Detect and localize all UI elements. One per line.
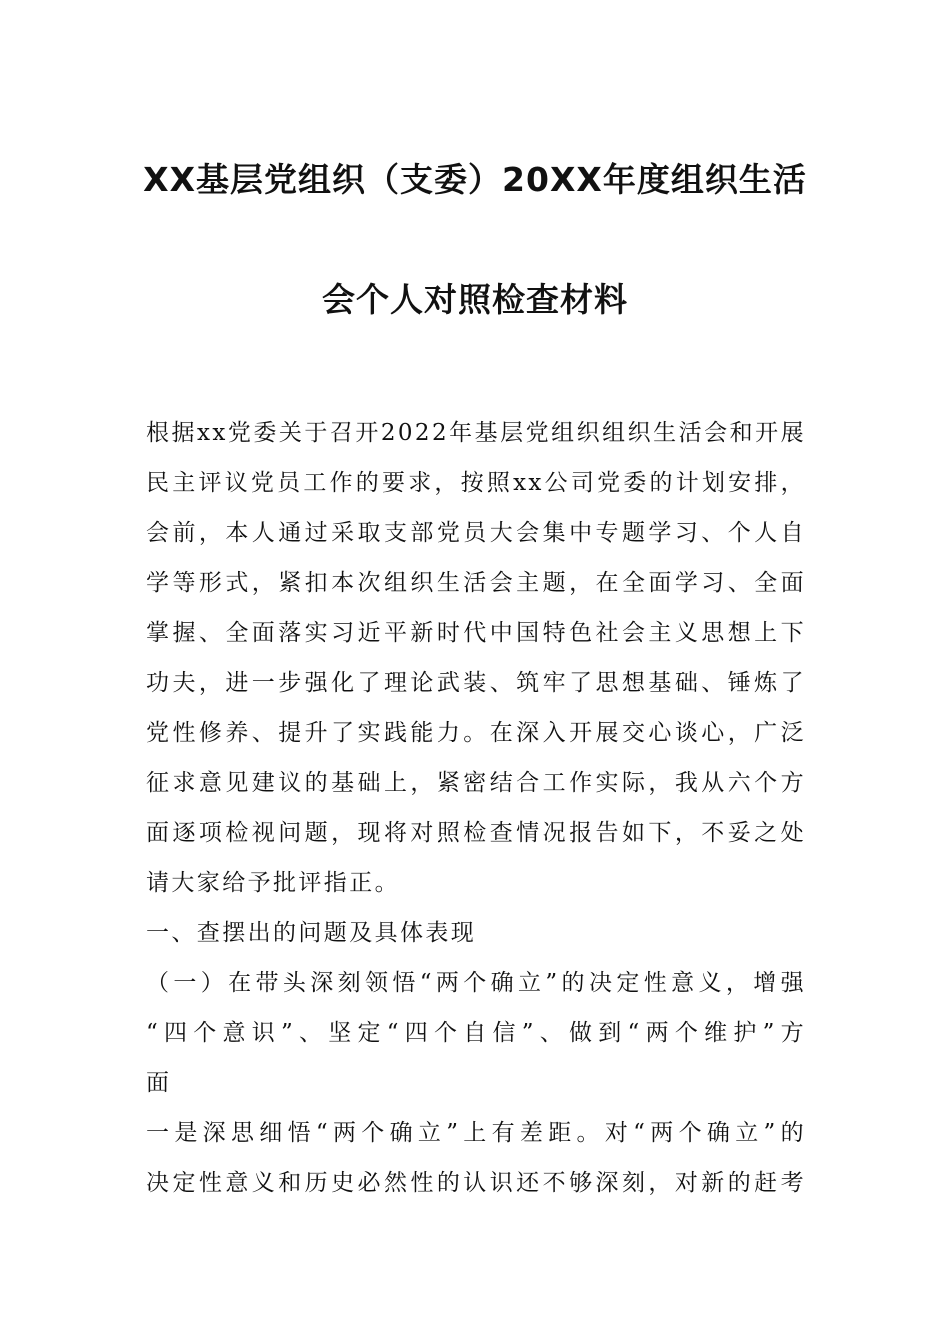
text-line: 一、查摆出的问题及具体表现 bbox=[146, 920, 477, 946]
text-line: 请大家给予批评指正。 bbox=[146, 870, 400, 896]
text-line: 功夫，进一步强化了理论武装、筑牢了思想基础、锤炼了 bbox=[146, 670, 806, 696]
document-title-line-1: XX基层党组织（支委）20XX年度组织生活 bbox=[143, 160, 807, 199]
paragraph-intro bbox=[146, 408, 806, 908]
document-body bbox=[146, 408, 806, 1208]
paragraph-point-1 bbox=[146, 1108, 806, 1208]
text-line: 民主评议党员工作的要求，按照xx公司党委的计划安排， bbox=[146, 470, 806, 496]
text-line: 学等形式，紧扣本次组织生活会主题，在全面学习、全面 bbox=[146, 570, 806, 596]
text-line: 征求意见建议的基础上，紧密结合工作实际，我从六个方 bbox=[146, 770, 806, 796]
text-line: “四个意识”、坚定“四个自信”、做到“两个维护”方 bbox=[146, 1020, 806, 1046]
text-line: 掌握、全面落实习近平新时代中国特色社会主义思想上下 bbox=[146, 620, 806, 646]
text-line: 根据xx党委关于召开2022年基层党组织组织生活会和开展 bbox=[146, 420, 806, 446]
document-title-line-2: 会个人对照检查材料 bbox=[322, 280, 628, 319]
section-heading-1 bbox=[146, 908, 806, 958]
subsection-heading-1 bbox=[146, 958, 806, 1108]
text-line: 决定性意义和历史必然性的认识还不够深刻，对新的赶考 bbox=[146, 1170, 806, 1196]
text-line: 面逐项检视问题，现将对照检查情况报告如下，不妥之处 bbox=[146, 820, 806, 846]
text-line: 党性修养、提升了实践能力。在深入开展交心谈心，广泛 bbox=[146, 720, 806, 746]
text-line: （一）在带头深刻领悟“两个确立”的决定性意义，增强 bbox=[146, 970, 806, 996]
text-line: 一是深思细悟“两个确立”上有差距。对“两个确立”的 bbox=[146, 1120, 806, 1146]
text-line: 会前，本人通过采取支部党员大会集中专题学习、个人自 bbox=[146, 520, 806, 546]
text-line: 面 bbox=[146, 1070, 172, 1096]
